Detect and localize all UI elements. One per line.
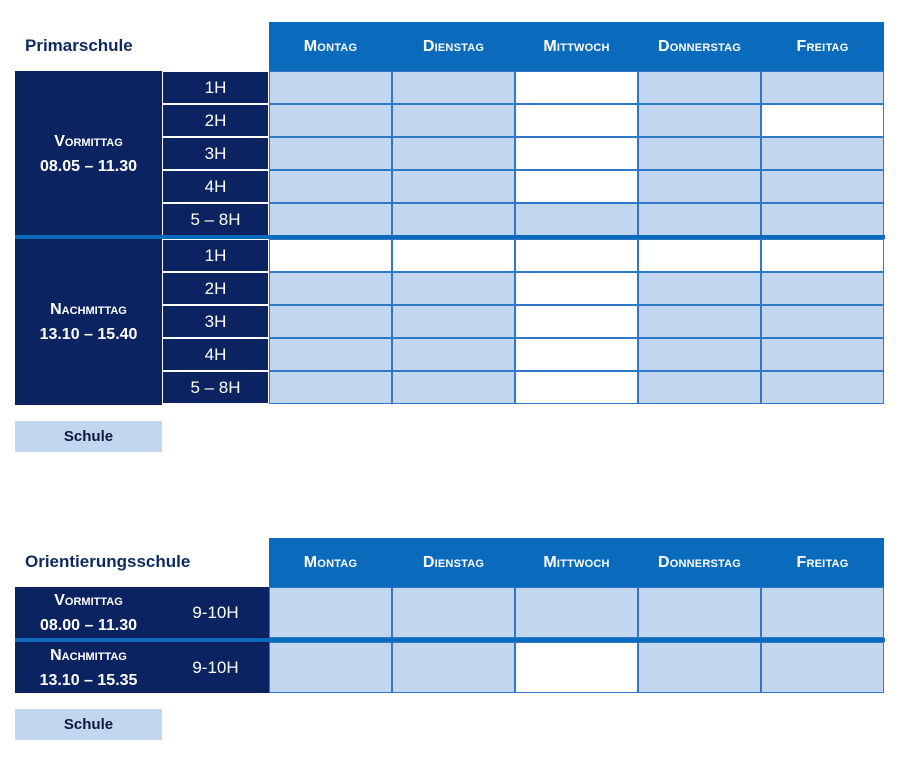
primary-afternoon-cell-3-freitag: [761, 305, 884, 338]
primary-afternoon-cell-4-montag: [269, 338, 392, 371]
primary-morning-cell-5-freitag: [761, 203, 884, 236]
primary-morning-cell-2-montag: [269, 104, 392, 137]
orientation-divider: [15, 638, 885, 642]
primary-legend-school: Schule: [15, 421, 162, 452]
primary-afternoon-cell-4-mittwoch: [515, 338, 638, 371]
primary-morning-hour-1: 1H: [162, 71, 269, 104]
primary-morning-block: [15, 71, 162, 236]
primary-morning-cell-3-montag: [269, 137, 392, 170]
primary-morning-hour-5: 5 – 8H: [162, 203, 269, 236]
orientation-afternoon-cell-donnerstag: [638, 642, 761, 693]
primary-morning-name: Vormittag: [54, 132, 123, 150]
primary-afternoon-name: Nachmittag: [50, 301, 127, 318]
primary-morning-cell-1-donnerstag: [638, 71, 761, 104]
primary-morning-cell-2-dienstag: [392, 104, 515, 137]
primary-afternoon-cell-2-montag: [269, 272, 392, 305]
primary-afternoon-cell-5-dienstag: [392, 371, 515, 404]
primary-day-freitag: Freitag: [761, 22, 884, 71]
orientation-day-mittwoch: Mittwoch: [515, 538, 638, 587]
orientation-legend-school: Schule: [15, 709, 162, 740]
primary-morning-cell-3-mittwoch: [515, 137, 638, 170]
orientation-afternoon-time: 13.10 – 15.35: [39, 671, 138, 689]
primary-morning-cell-5-mittwoch: [515, 203, 638, 236]
orientation-morning-cell-mittwoch: [515, 587, 638, 638]
primary-morning-cell-1-dienstag: [392, 71, 515, 104]
primary-morning-cell-2-donnerstag: [638, 104, 761, 137]
primary-morning-cell-3-donnerstag: [638, 137, 761, 170]
primary-afternoon-cell-1-donnerstag: [638, 239, 761, 272]
primary-morning-hour-2: 2H: [162, 104, 269, 137]
primary-morning-cell-5-dienstag: [392, 203, 515, 236]
orientation-morning-hours: 9-10H: [162, 587, 269, 638]
orientation-afternoon-cell-freitag: [761, 642, 884, 693]
primary-title: Primarschule: [25, 36, 133, 55]
primary-afternoon-cell-4-donnerstag: [638, 338, 761, 371]
primary-afternoon-block: [15, 239, 162, 405]
primary-morning-cell-4-montag: [269, 170, 392, 203]
primary-morning-cell-1-freitag: [761, 71, 884, 104]
primary-afternoon-cell-5-mittwoch: [515, 371, 638, 404]
orientation-day-dienstag: Dienstag: [392, 538, 515, 587]
primary-afternoon-hour-2: 2H: [162, 272, 269, 305]
orientation-morning-cell-dienstag: [392, 587, 515, 638]
primary-afternoon-cell-2-donnerstag: [638, 272, 761, 305]
primary-morning-cell-3-dienstag: [392, 137, 515, 170]
primary-afternoon-time: 13.10 – 15.40: [39, 326, 138, 343]
primary-day-donnerstag: Donnerstag: [638, 22, 761, 71]
primary-afternoon-cell-1-mittwoch: [515, 239, 638, 272]
primary-afternoon-cell-2-mittwoch: [515, 272, 638, 305]
primary-afternoon-cell-4-freitag: [761, 338, 884, 371]
orientation-morning-name: Vormittag: [54, 591, 123, 609]
primary-day-montag: Montag: [269, 22, 392, 71]
primary-morning-cell-1-montag: [269, 71, 392, 104]
orientation-day-freitag: Freitag: [761, 538, 884, 587]
orientation-afternoon-hours: 9-10H: [162, 642, 269, 693]
orientation-afternoon-cell-dienstag: [392, 642, 515, 693]
primary-afternoon-cell-3-montag: [269, 305, 392, 338]
primary-morning-cell-5-donnerstag: [638, 203, 761, 236]
orientation-afternoon-cell-mittwoch: [515, 642, 638, 693]
primary-morning-cell-4-dienstag: [392, 170, 515, 203]
primary-morning-time: 08.05 – 11.30: [40, 157, 137, 175]
orientation-morning-cell-donnerstag: [638, 587, 761, 638]
orientation-day-donnerstag: Donnerstag: [638, 538, 761, 587]
primary-morning-cell-1-mittwoch: [515, 71, 638, 104]
orientation-title: Orientierungsschule: [25, 552, 191, 571]
primary-afternoon-cell-5-montag: [269, 371, 392, 404]
primary-afternoon-cell-3-dienstag: [392, 305, 515, 338]
orientation-morning-cell-montag: [269, 587, 392, 638]
primary-afternoon-cell-2-freitag: [761, 272, 884, 305]
primary-morning-cell-3-freitag: [761, 137, 884, 170]
primary-morning-cell-5-montag: [269, 203, 392, 236]
primary-afternoon-hour-5: 5 – 8H: [162, 371, 269, 404]
primary-afternoon-cell-1-montag: [269, 239, 392, 272]
orientation-morning-block: [15, 587, 162, 638]
primary-day-dienstag: Dienstag: [392, 22, 515, 71]
primary-afternoon-cell-5-donnerstag: [638, 371, 761, 404]
primary-morning-cell-2-freitag: [761, 104, 884, 137]
primary-afternoon-cell-1-dienstag: [392, 239, 515, 272]
primary-morning-hour-4: 4H: [162, 170, 269, 203]
orientation-afternoon-cell-montag: [269, 642, 392, 693]
primary-morning-cell-4-donnerstag: [638, 170, 761, 203]
orientation-morning-time: 08.00 – 11.30: [40, 616, 137, 634]
primary-afternoon-cell-2-dienstag: [392, 272, 515, 305]
primary-afternoon-cell-3-donnerstag: [638, 305, 761, 338]
primary-afternoon-cell-4-dienstag: [392, 338, 515, 371]
primary-afternoon-hour-1: 1H: [162, 239, 269, 272]
primary-morning-cell-4-freitag: [761, 170, 884, 203]
primary-morning-cell-4-mittwoch: [515, 170, 638, 203]
primary-morning-hour-3: 3H: [162, 137, 269, 170]
primary-afternoon-cell-1-freitag: [761, 239, 884, 272]
primary-afternoon-hour-3: 3H: [162, 305, 269, 338]
orientation-afternoon-name: Nachmittag: [50, 646, 127, 664]
primary-afternoon-cell-3-mittwoch: [515, 305, 638, 338]
primary-afternoon-cell-5-freitag: [761, 371, 884, 404]
orientation-afternoon-block: [15, 642, 162, 693]
primary-day-mittwoch: Mittwoch: [515, 22, 638, 71]
primary-divider: [15, 235, 885, 239]
primary-afternoon-hour-4: 4H: [162, 338, 269, 371]
primary-morning-cell-2-mittwoch: [515, 104, 638, 137]
orientation-morning-cell-freitag: [761, 587, 884, 638]
orientation-day-montag: Montag: [269, 538, 392, 587]
